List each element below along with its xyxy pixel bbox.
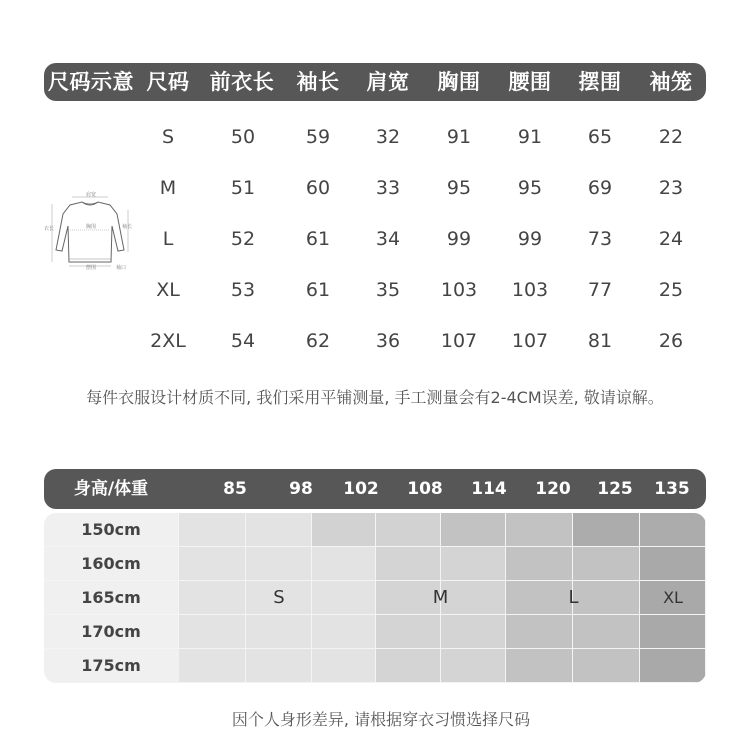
grid-line (44, 513, 179, 547)
row-label-height: 150cm (81, 520, 141, 539)
cell-armhole: 25 (658, 279, 684, 301)
sweater-size-diagram (44, 192, 136, 272)
grid-line (44, 547, 179, 581)
header-waist: 腰围 (508, 70, 552, 94)
header-size-diagram: 尺码示意 (48, 70, 134, 94)
grid-line (44, 581, 179, 615)
size-l-block (573, 547, 640, 683)
header-chest: 胸围 (437, 70, 481, 94)
size-xl-block (640, 547, 706, 683)
cell-shoulder: 35 (375, 279, 401, 301)
row-label-height: 165cm (81, 588, 141, 607)
grid-cell (573, 513, 640, 547)
grid-cell (506, 513, 573, 547)
cell-shoulder: 33 (375, 177, 401, 199)
cell-hem: 81 (587, 330, 613, 352)
size-recommendation-grid (44, 513, 706, 683)
header-weight: 102 (343, 479, 379, 499)
header-weight: 120 (535, 479, 571, 499)
cell-size: L (162, 228, 174, 250)
size-s-block (246, 547, 312, 683)
cell-chest: 95 (446, 177, 472, 199)
cell-waist: 95 (517, 177, 543, 199)
height-weight-header (44, 469, 706, 509)
size-label-s: S (273, 587, 285, 608)
header-shoulder: 肩宽 (366, 70, 410, 94)
cell-waist: 91 (517, 126, 543, 148)
cell-size: XL (156, 279, 180, 301)
cell-sleeve-length: 62 (305, 330, 331, 352)
cell-chest: 107 (440, 330, 478, 352)
cell-chest: 103 (440, 279, 478, 301)
cell-sleeve-length: 60 (305, 177, 331, 199)
cell-chest: 99 (446, 228, 472, 250)
measurement-note: 每件衣服设计材质不同, 我们采用平铺测量, 手工测量会有2-4CM误差, 敬请谅解。 (86, 388, 664, 407)
row-label-height: 170cm (81, 622, 141, 641)
size-s-block (312, 547, 376, 683)
grid-cell (246, 513, 312, 547)
cell-armhole: 26 (658, 330, 684, 352)
size-label-xl: XL (663, 588, 683, 607)
cell-waist: 107 (511, 330, 549, 352)
header-sleeve-length: 袖长 (296, 70, 340, 94)
cell-hem: 69 (587, 177, 613, 199)
cell-hem: 65 (587, 126, 613, 148)
cell-sleeve-length: 61 (305, 228, 331, 250)
header-size: 尺码 (146, 70, 190, 94)
diagram-label-hem: 摆围 (86, 265, 97, 271)
grid-cell (640, 513, 706, 547)
diagram-label-cuff: 袖口 (116, 265, 127, 271)
grid-cell (441, 513, 506, 547)
cell-hem: 77 (587, 279, 613, 301)
size-m-block (441, 547, 506, 683)
cell-shoulder: 34 (375, 228, 401, 250)
size-label-m: M (432, 587, 449, 608)
header-hem: 摆围 (578, 70, 622, 94)
header-weight: 114 (471, 479, 507, 499)
row-label-height: 160cm (81, 554, 141, 573)
cell-front-length: 51 (230, 177, 256, 199)
fit-note: 因个人身形差异, 请根据穿衣习惯选择尺码 (231, 710, 531, 729)
diagram-label-length: 衣长 (44, 226, 55, 232)
cell-waist: 103 (511, 279, 549, 301)
cell-front-length: 50 (230, 126, 256, 148)
header-weight: 125 (597, 479, 633, 499)
cell-shoulder: 32 (375, 126, 401, 148)
sweater-outline-icon (44, 192, 136, 272)
cell-front-length: 52 (230, 228, 256, 250)
size-l-block (506, 547, 573, 683)
cell-hem: 73 (587, 228, 613, 250)
grid-cell (312, 513, 376, 547)
cell-shoulder: 36 (375, 330, 401, 352)
cell-waist: 99 (517, 228, 543, 250)
cell-size: 2XL (150, 330, 186, 352)
size-m-block (376, 547, 441, 683)
cell-size: S (161, 126, 175, 148)
cell-front-length: 54 (230, 330, 256, 352)
grid-cell (376, 513, 441, 547)
cell-front-length: 53 (230, 279, 256, 301)
header-front-length: 前衣长 (209, 70, 275, 94)
cell-armhole: 22 (658, 126, 684, 148)
size-label-l: L (568, 587, 579, 608)
header-weight: 85 (223, 479, 247, 499)
diagram-label-shoulder: 肩宽 (86, 192, 97, 198)
cell-sleeve-length: 59 (305, 126, 331, 148)
grid-line (44, 615, 179, 649)
header-weight: 98 (289, 479, 313, 499)
header-height-weight: 身高/体重 (73, 479, 149, 499)
cell-size: M (159, 177, 177, 199)
cell-sleeve-length: 61 (305, 279, 331, 301)
diagram-label-chest: 胸围 (86, 224, 97, 230)
header-weight: 135 (654, 479, 690, 499)
grid-line (179, 614, 706, 615)
cell-armhole: 24 (658, 228, 684, 250)
grid-cell (179, 513, 246, 547)
row-label-height: 175cm (81, 656, 141, 675)
cell-armhole: 23 (658, 177, 684, 199)
header-armhole: 袖笼 (649, 70, 693, 94)
size-s-block (179, 547, 246, 683)
grid-line (179, 580, 706, 581)
diagram-label-sleeve: 袖长 (122, 224, 133, 230)
grid-line (179, 648, 706, 649)
size-table-header (44, 63, 706, 101)
cell-chest: 91 (446, 126, 472, 148)
header-weight: 108 (407, 479, 443, 499)
